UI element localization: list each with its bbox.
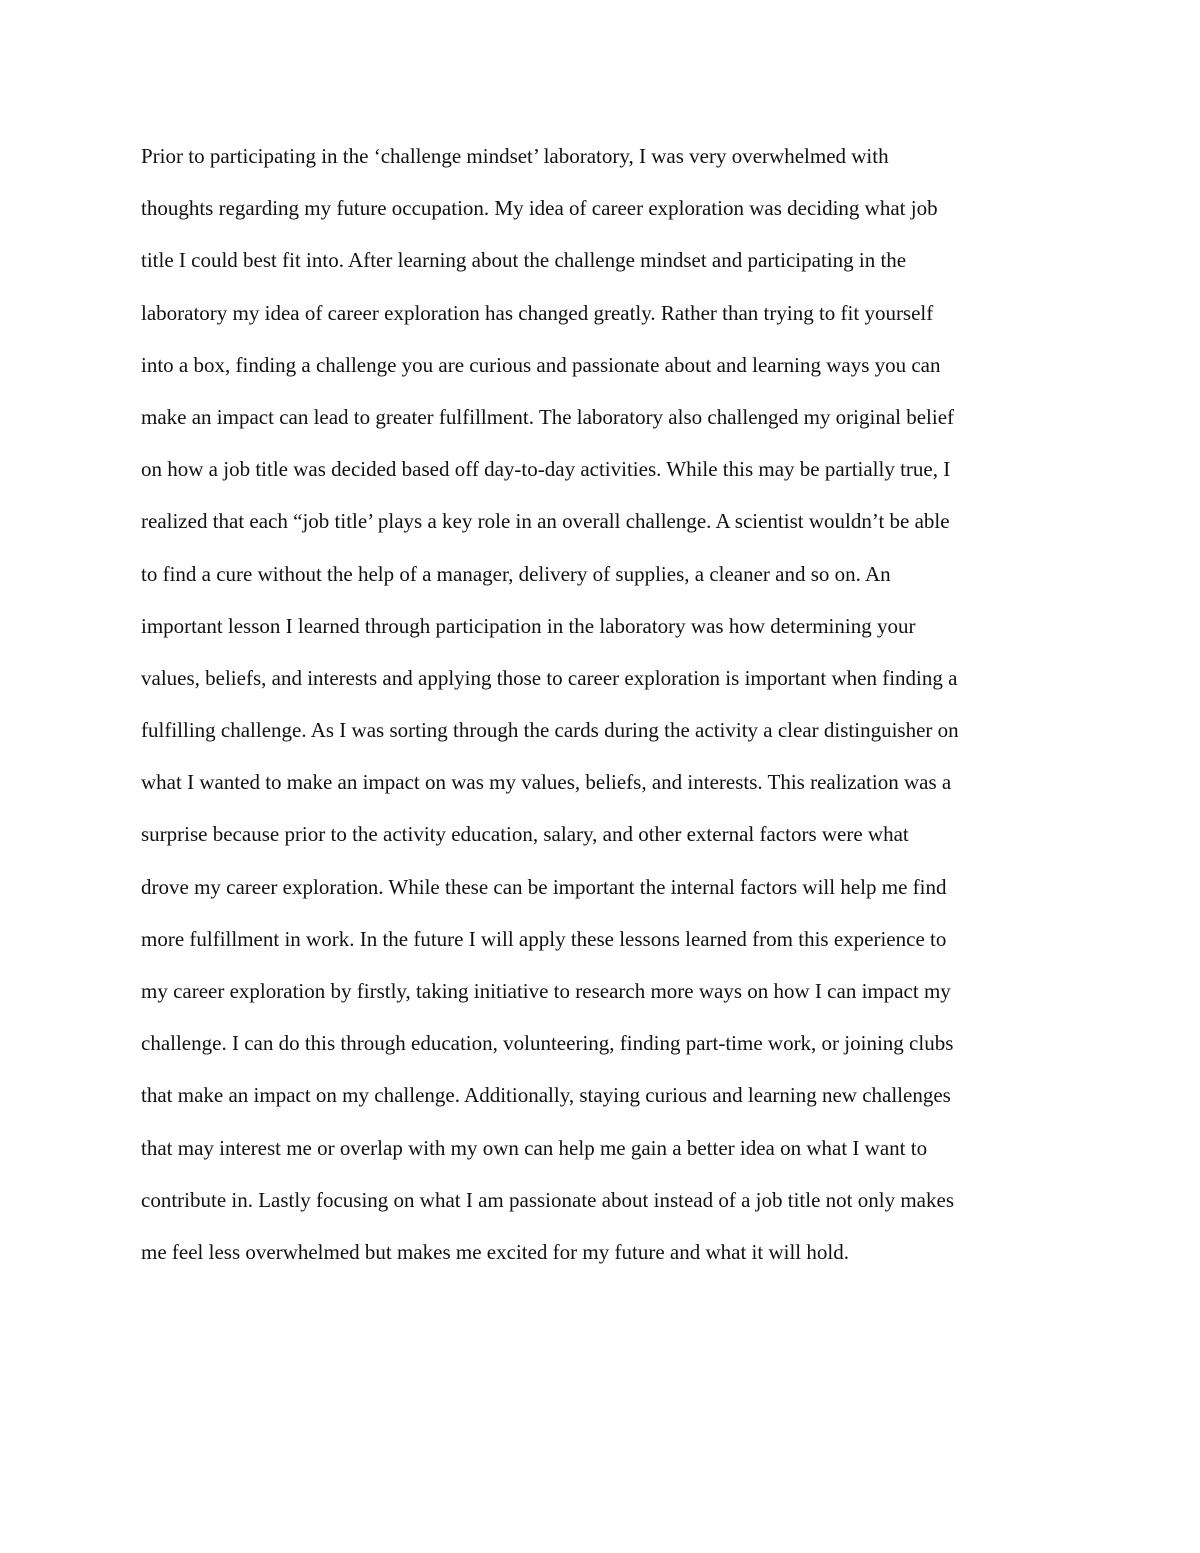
- paragraph-line: laboratory my idea of career exploration has changed greatly. Rather than trying to fit yourself: [141, 300, 934, 325]
- paragraph-line: contribute in. Lastly focusing on what I am passionate about instead of a job title not only makes: [141, 1187, 954, 1212]
- paragraph-line: fulfilling challenge. As I was sorting through the cards during the activity a clear distinguisher on: [141, 718, 959, 743]
- body-paragraph: [141, 134, 1081, 1282]
- paragraph-line: title I could best fit into. After learning about the challenge mindset and participating in the: [141, 248, 907, 273]
- paragraph-line: realized that each “job title’ plays a key role in an overall challenge. A scientist wouldn’t be able: [141, 509, 950, 534]
- paragraph-line: make an impact can lead to greater fulfillment. The laboratory also challenged my original belief: [141, 404, 955, 429]
- paragraph-line: my career exploration by firstly, taking initiative to research more ways on how I can impact my: [141, 979, 951, 1003]
- paragraph-line: to find a cure without the help of a manager, delivery of supplies, a cleaner and so on. An: [141, 561, 891, 586]
- paragraph-line: that make an impact on my challenge. Additionally, staying curious and learning new challenges: [141, 1083, 951, 1108]
- paragraph-line: important lesson I learned through participation in the laboratory was how determining your: [141, 613, 916, 638]
- paragraph-line: that may interest me or overlap with my own can help me gain a better idea on what I want to: [141, 1135, 928, 1160]
- paragraph-line: into a box, finding a challenge you are curious and passionate about and learning ways you can: [141, 352, 941, 377]
- paragraph-line: more fulfillment in work. In the future I will apply these lessons learned from this experience to: [141, 926, 947, 951]
- paragraph-line: Prior to participating in the ‘challenge mindset’ laboratory, I was very overwhelmed with: [141, 144, 889, 168]
- paragraph-line: values, beliefs, and interests and applying those to career exploration is important when finding a: [141, 665, 958, 690]
- paragraph-line: challenge. I can do this through education, volunteering, finding part-time work, or joining clubs: [141, 1031, 954, 1056]
- paragraph-line: drove my career exploration. While these can be important the internal factors will help me find: [141, 874, 947, 899]
- paragraph-line: what I wanted to make an impact on was my values, beliefs, and interests. This realization was a: [141, 770, 952, 795]
- paragraph-line: me feel less overwhelmed but makes me excited for my future and what it will hold.: [141, 1239, 849, 1264]
- paragraph-line: surprise because prior to the activity education, salary, and other external factors were what: [141, 822, 909, 847]
- paragraph-line: on how a job title was decided based off day-to-day activities. While this may be partially true, I: [141, 457, 951, 482]
- paragraph-line: thoughts regarding my future occupation. My idea of career exploration was deciding what job: [141, 196, 938, 221]
